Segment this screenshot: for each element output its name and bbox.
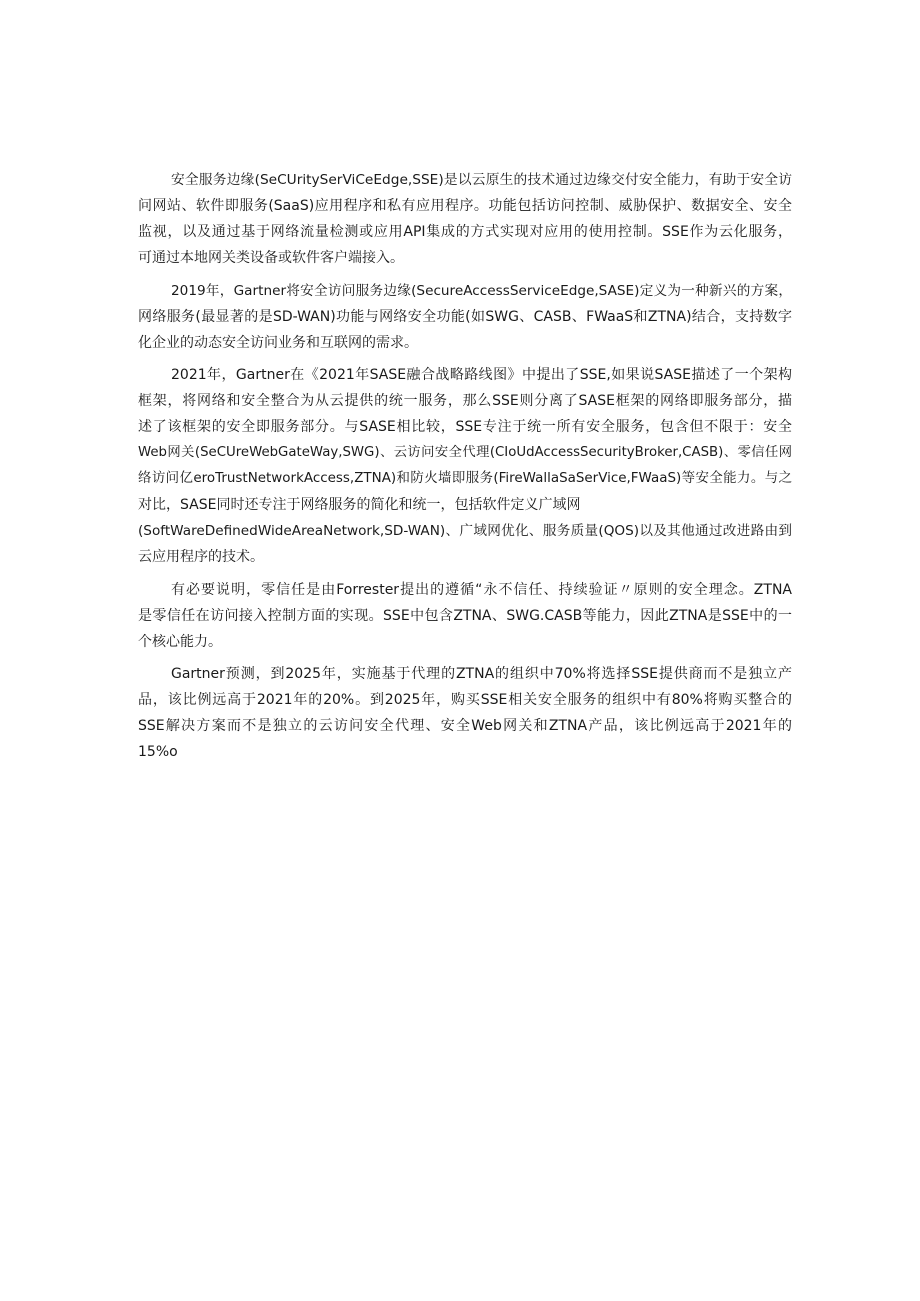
text-line: (SoftWareDefinedWideAreaNetwork,SD-WAN)、广域网优化、服务质量(QOS)以及其他通过改进路由到 — [138, 523, 792, 539]
paragraph-zero-trust — [138, 577, 792, 655]
text-line: 安全服务边缘(SeCUritySerViCeEdge,SSE)是以云原生的技术通过边缘交付安全能力，有助于安全访 — [171, 172, 792, 188]
text-line: 述了该框架的安全即服务部分。与SASE相比较，SSE专注于统一所有安全服务，包含但不限于：安全 — [138, 419, 792, 435]
document-body — [138, 167, 792, 772]
text-line: 个核心能力。 — [138, 633, 222, 650]
text-line: 2019年，Gartner将安全访问服务边缘(SecureAccessServiceEdge,SASE)定义为一种新兴的方案， — [171, 282, 792, 299]
text-line: 可通过本地网关类设备或软件客户端接入。 — [138, 250, 404, 266]
paragraph-sse-definition — [138, 167, 792, 271]
text-line: SSE解决方案而不是独立的云访问安全代理、安全Web网关和ZTNA产品，该比例远高于2021年的 — [138, 718, 792, 734]
text-line: 2021年，Gartner在《2021年SASE融合战略路线图》中提出了SSE,如果说SASE描述了一个架构 — [171, 367, 792, 383]
paragraph-gartner-forecast — [138, 661, 792, 765]
text-line: Gartner预测，到2025年，实施基于代理的ZTNA的组织中70%将选择SSE提供商而不是独立产 — [171, 666, 792, 682]
text-line: 框架，将网络和安全整合为从云提供的统一服务，那么SSE则分离了SASE框架的网络即服务部分，描 — [138, 393, 792, 409]
text-line: 化企业的动态安全访问业务和互联网的需求。 — [138, 334, 418, 351]
text-line: 15%o — [138, 744, 178, 760]
text-line: 云应用程序的技术。 — [138, 549, 264, 565]
text-line: 是零信任在访问接入控制方面的实现。SSE中包含ZTNA、SWG.CASB等能力，因此ZTNA是SSE中的一 — [138, 607, 792, 624]
text-line: Web网关(SeCUreWebGateWay,SWG)、云访问安全代理(CIoUdAccessSecurityBroker,CASB)、零信任网 — [138, 445, 792, 460]
paragraph-sase-2019 — [138, 278, 792, 356]
text-line: 监视，以及通过基于网络流量检测或应用API集成的方式实现对应用的使用控制。SSE作为云化服务， — [138, 224, 792, 240]
text-line: 对比，SASE同时还专注于网络服务的简化和统一，包括软件定义广域网 — [138, 497, 581, 513]
text-line: 品，该比例远高于2021年的20%。到2025年，购买SSE相关安全服务的组织中有80%将购买整合的 — [138, 692, 792, 708]
text-line: 网络服务(最显著的是SD-WAN)功能与网络安全功能(如SWG、CASB、FWaaS和ZTNA)结合，支持数字 — [138, 308, 792, 325]
text-line: 有必要说明，零信任是由Forrester提出的遵循“永不信任、持续验证〃原则的安全理念。ZTNA — [171, 581, 792, 598]
text-line: 问网站、软件即服务(SaaS)应用程序和私有应用程序。功能包括访问控制、威胁保护、数据安全、安全 — [138, 198, 792, 214]
paragraph-sse-2021 — [138, 362, 792, 570]
text-line: 络访问亿eroTrustNetworkAccess,ZTNA)和防火墙即服务(FireWallaSaSerVice,FWaaS)等安全能力。与之 — [138, 471, 792, 486]
